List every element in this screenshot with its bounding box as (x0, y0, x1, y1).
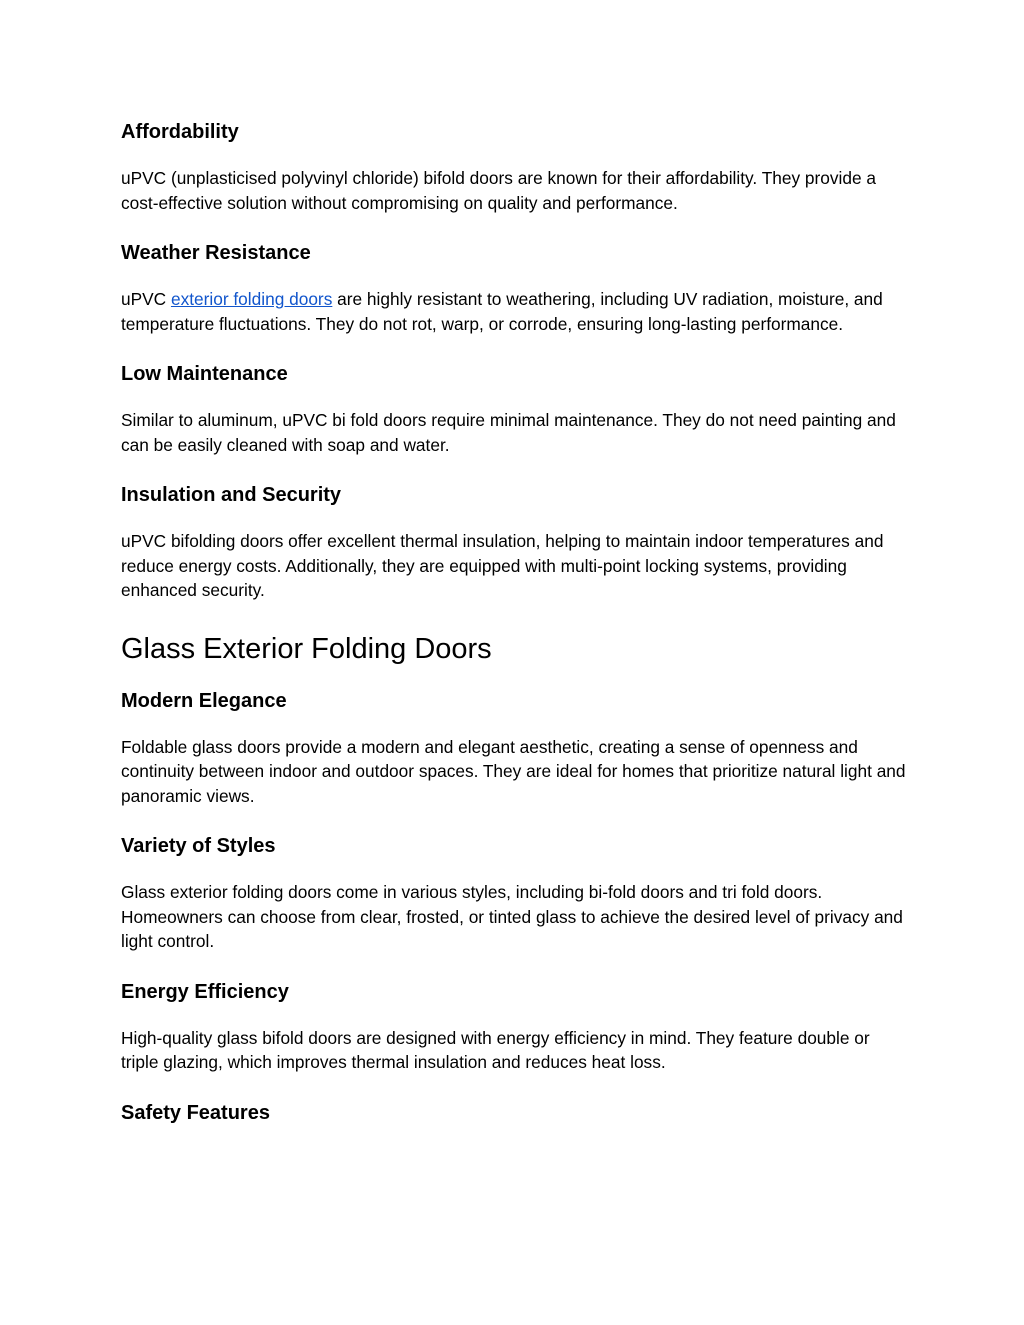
heading-energy-efficiency: Energy Efficiency (121, 980, 289, 1003)
paragraph-text-after-link: are highly resistant to weathering, including UV radiation, moisture, and temperature fluctuations. They do not rot, warp, or corrode, ensuring long-lasting performance. (121, 289, 883, 334)
heading-weather-resistance: Weather Resistance (121, 242, 311, 264)
paragraph-energy-efficiency: High-quality glass bifold doors are designed with energy efficiency in mind. They feature double or triple glazing, which improves thermal insulation and reduces heat loss. (121, 1027, 870, 1072)
paragraph-variety-of-styles: Glass exterior folding doors come in various styles, including bi-fold doors and tri fold doors. Homeowners can choose from clear, frosted, or tinted glass to achieve the desired level of privacy and light control. (121, 882, 903, 951)
paragraph-text-before-link: uPVC (121, 289, 171, 309)
exterior-folding-doors-link[interactable]: exterior folding doors (170, 289, 333, 309)
heading-low-maintenance: Low Maintenance (121, 363, 288, 385)
heading-safety-features: Safety Features (121, 1101, 270, 1124)
heading-affordability: Affordability (121, 121, 239, 143)
document-content (121, 118, 906, 1127)
heading-variety-of-styles: Variety of Styles (121, 835, 276, 857)
heading-modern-elegance: Modern Elegance (121, 689, 287, 712)
paragraph-modern-elegance: Foldable glass doors provide a modern and elegant aesthetic, creating a sense of openness and continuity between indoor and outdoor spaces. They are ideal for homes that prioritize natural light and panoramic views. (121, 736, 906, 806)
paragraph-insulation-security: uPVC bifolding doors offer excellent thermal insulation, helping to maintain indoor temperatures and reduce energy costs. Additionally, they are equipped with multi-point locking systems, providing enhanced security. (121, 531, 884, 600)
heading-insulation-security: Insulation and Security (121, 484, 342, 506)
section-title-glass-doors: Glass Exterior Folding Doors (121, 632, 492, 665)
paragraph-low-maintenance: Similar to aluminum, uPVC bi fold doors require minimal maintenance. They do not need painting and can be easily cleaned with soap and water. (121, 410, 896, 455)
paragraph-weather-resistance (121, 287, 906, 336)
paragraph-affordability: uPVC (unplasticised polyvinyl chloride) bifold doors are known for their affordability. They provide a cost-effective solution without compromising on quality and performance. (121, 168, 876, 213)
